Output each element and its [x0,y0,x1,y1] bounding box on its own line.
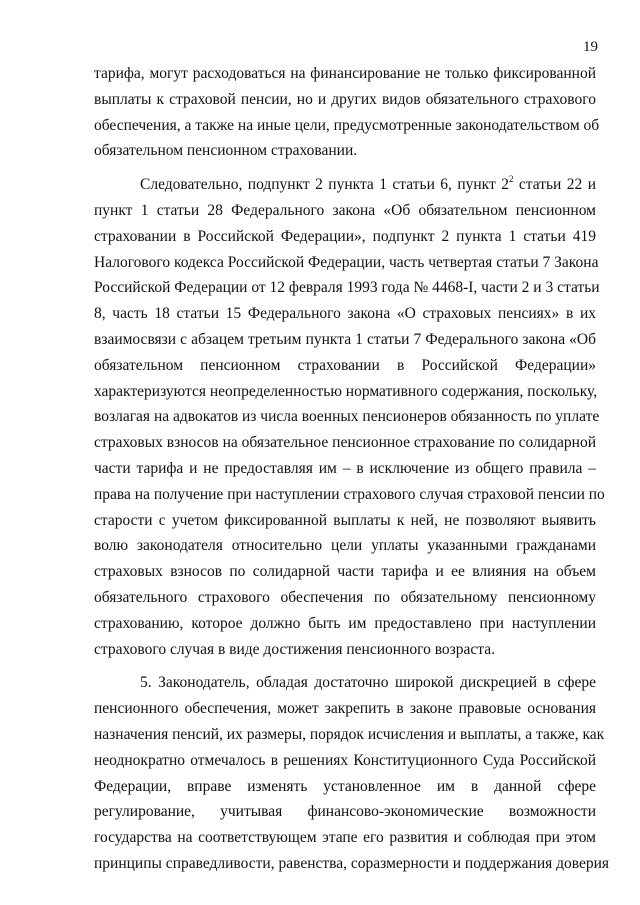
text-line: старости с учетом фиксированной выплаты к ней, не позволяют выявить [94,511,596,529]
text-line: страховании в Российской Федерации», подпункт 2 пункта 1 статьи 419 [94,227,596,245]
document-body [94,61,610,877]
text-line: характеризуются неопределенностью нормативного содержания, поскольку, [94,382,598,400]
superscript: 2 [508,174,514,185]
paragraph [94,61,600,164]
paragraph [94,670,610,876]
text-line: государства на соответствующем этапе его развития и соблюдая при этом [94,829,596,847]
text-line: обязательного страхового обеспечения по обязательному пенсионному [94,588,596,606]
text-line: обязательном пенсионном страховании в Российской Федерации» [94,356,596,374]
text-line: принципы справедливости, равенства, соразмерности и поддержания доверия [94,854,610,872]
text-line: права на получение при наступлении страхового случая страховой пенсии по [94,485,605,503]
text-line: страхованию, которое должно быть им предоставлено при наступлении [94,614,596,632]
text-line: 8, часть 18 статьи 15 Федерального закона «О страховых пенсиях» в их [94,305,596,323]
text-line: пункт 1 статьи 28 Федерального закона «Об обязательном пенсионном [94,201,596,219]
page-number: 19 [583,39,598,55]
text-line: регулирование, учитывая финансово-экономические возможности [94,803,596,821]
text-line: неоднократно отмечалось в решениях Конституционного Суда Российской [94,751,596,769]
text-line [94,172,596,198]
text-line: назначения пенсий, их размеры, порядок исчисления и выплаты, а также, как [94,725,605,743]
text-line: страховых взносов по солидарной части тарифа и ее влияния на объем [94,563,596,581]
text-line: волю законодателя относительно цели уплаты указанными гражданами [94,537,596,555]
text-line: обязательном пенсионном страховании. [94,142,358,160]
text-line: части тарифа и не предоставляя им – в исключение из общего правила – [94,459,596,477]
text-line: обеспечения, а также на иные цели, предусмотренные законодательством об [94,116,600,134]
text-line: возлагая на адвокатов из числа военных пенсионеров обязанность по уплате [94,408,600,426]
paragraph [94,172,605,662]
text-line: страховых взносов на обязательное пенсионное страхование по солидарной [94,434,596,452]
text-line: страхового случая в виде достижения пенсионного возраста. [94,640,496,658]
text-line: взаимосвязи с абзацем третьим пункта 1 статьи 7 Федерального закона «Об [94,330,596,348]
text-line-start: Следовательно, подпункт 2 пункта 1 статьи 6, пункт 2 [140,176,509,194]
text-line: 5. Законодатель, обладая достаточно широкой дискрецией в сфере [140,674,596,692]
text-line: пенсионного обеспечения, может закрепить в законе правовые основания [94,700,596,718]
text-line-end: статьи 22 и [513,176,596,194]
text-line: Российской Федерации от 12 февраля 1993 года № 4468-I, части 2 и 3 статьи [94,279,600,297]
text-line: Федерации, вправе изменять установленное им в данной сфере [94,777,596,795]
text-line: Налогового кодекса Российской Федерации, часть четвертая статьи 7 Закона [94,253,599,271]
text-line: тарифа, могут расходоваться на финансирование не только фиксированной [94,65,596,82]
text-line: выплаты к страховой пенсии, но и других видов обязательного страхового [94,90,596,108]
